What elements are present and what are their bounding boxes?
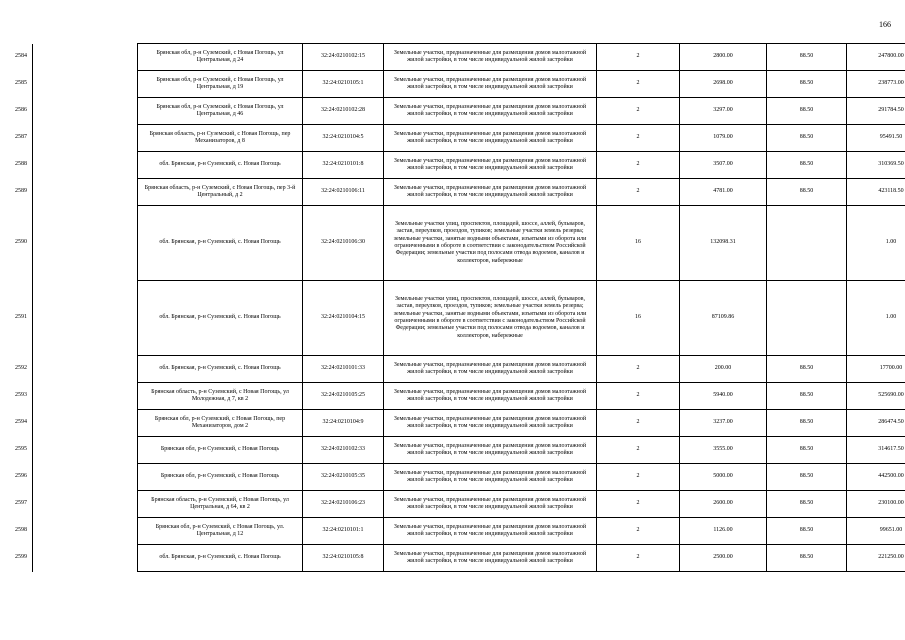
rate-cell: 88.50 — [767, 356, 847, 383]
category-cell: 2 — [597, 179, 680, 206]
spacer-cell — [33, 545, 138, 572]
cadastral-number-cell: 32:24:0210106:11 — [303, 179, 384, 206]
rate-cell: 88.50 — [767, 410, 847, 437]
rate-cell: 88.50 — [767, 152, 847, 179]
value-cell: 230100.00 — [847, 491, 905, 518]
spacer-cell — [33, 383, 138, 410]
cadastral-number-cell: 32:24:0210101:33 — [303, 356, 384, 383]
land-use-cell: Земельные участки, предназначенные для размещения домов малоэтажной жилой застройки, в том числе индивидуальной жилой застройки — [384, 464, 597, 491]
spacer-cell — [33, 410, 138, 437]
rate-cell: 88.50 — [767, 71, 847, 98]
land-use-cell: Земельные участки, предназначенные для размещения домов малоэтажной жилой застройки, в том числе индивидуальной жилой застройки — [384, 71, 597, 98]
spacer-cell — [33, 152, 138, 179]
row-number-text: 2597 — [15, 500, 27, 507]
row-number — [14, 545, 33, 572]
cadastral-number-cell: 32:24:0210106:23 — [303, 491, 384, 518]
cadastral-number-cell: 32:24:0210104:5 — [303, 125, 384, 152]
address-cell: Брянская область, р-н Суземский, с Новая Погощь, ул Центральная, д 64, кв 2 — [138, 491, 303, 518]
address-cell: обл. Брянская, р-н Суземский, с. Новая Погощь — [138, 281, 303, 356]
land-use-cell: Земельные участки улиц, проспектов, площадей, шоссе, аллей, бульваров, застав, переулков, проездов, тупиков; земельные участки земель резерва; земельные участки, занятые водными объектами, изъятыми из оборота или ограниченными в обороте в соответствии с законодательством Российской Федерации; земельные участки под полосами отвода водоемов, каналов и коллекторов, набережные — [384, 206, 597, 281]
address-cell: обл. Брянская, р-н Суземский, с. Новая Погощь — [138, 356, 303, 383]
row-number — [14, 281, 33, 356]
area-cell: 3555.00 — [680, 437, 767, 464]
table-row — [14, 437, 905, 464]
row-number-text: 2595 — [15, 446, 27, 453]
table-row — [14, 179, 905, 206]
row-number — [14, 206, 33, 281]
value-cell: 99651.00 — [847, 518, 905, 545]
table-row — [14, 71, 905, 98]
address-cell: Брянская обл, р-н Суземский, с Новая Погощь, ул Центральная, д 46 — [138, 98, 303, 125]
value-cell: 286474.50 — [847, 410, 905, 437]
page-number: 166 — [879, 20, 891, 29]
cadastral-number-cell: 32:24:0210101:8 — [303, 152, 384, 179]
cadastral-number-cell: 32:24:0210102:15 — [303, 44, 384, 71]
spacer-cell — [33, 464, 138, 491]
rate-cell: 88.50 — [767, 518, 847, 545]
cadastral-number-cell: 32:24:0210104:9 — [303, 410, 384, 437]
row-number — [14, 125, 33, 152]
rate-cell: 88.50 — [767, 464, 847, 491]
area-cell: 5000.00 — [680, 464, 767, 491]
land-use-cell: Земельные участки, предназначенные для размещения домов малоэтажной жилой застройки, в том числе индивидуальной жилой застройки — [384, 356, 597, 383]
table-row — [14, 383, 905, 410]
value-cell: 525690.00 — [847, 383, 905, 410]
value-cell: 1.00 — [847, 281, 905, 356]
area-cell: 2698.00 — [680, 71, 767, 98]
area-cell: 1126.00 — [680, 518, 767, 545]
address-cell: Брянская обл, р-н Суземский, с Новая Погощь, ул. Центральная, д 12 — [138, 518, 303, 545]
row-number-text: 2585 — [15, 80, 27, 87]
spacer-cell — [33, 356, 138, 383]
row-number-text: 2592 — [15, 365, 27, 372]
area-cell: 3507.00 — [680, 152, 767, 179]
value-cell: 314617.50 — [847, 437, 905, 464]
land-use-cell: Земельные участки улиц, проспектов, площадей, шоссе, аллей, бульваров, застав, переулков, проездов, тупиков; земельные участки земель резерва; земельные участки, занятые водными объектами, изъятыми из оборота или ограниченными в обороте в соответствии с законодательством Российской Федерации; земельные участки под полосами отвода водоемов, каналов и коллекторов, набережные — [384, 281, 597, 356]
rate-cell: 88.50 — [767, 545, 847, 572]
cadastral-number-cell: 32:24:0210104:15 — [303, 281, 384, 356]
table-row — [14, 410, 905, 437]
row-number-text: 2589 — [15, 188, 27, 195]
spacer-cell — [33, 44, 138, 71]
area-cell: 200.00 — [680, 356, 767, 383]
row-number — [14, 71, 33, 98]
land-use-cell: Земельные участки, предназначенные для размещения домов малоэтажной жилой застройки, в том числе индивидуальной жилой застройки — [384, 410, 597, 437]
rate-cell: 88.50 — [767, 179, 847, 206]
address-cell: обл. Брянская, р-н Суземский, с. Новая Погощь — [138, 152, 303, 179]
row-number — [14, 44, 33, 71]
rate-cell: 88.50 — [767, 491, 847, 518]
cadastral-number-cell: 32:24:0210106:30 — [303, 206, 384, 281]
cadastral-number-cell: 32:24:0210105:8 — [303, 545, 384, 572]
rate-cell — [767, 206, 847, 281]
address-cell: Брянская область, р-н Суземский, с Новая Погощь, пер Механизаторов, д 8 — [138, 125, 303, 152]
value-cell: 221250.00 — [847, 545, 905, 572]
table-row — [14, 206, 905, 281]
address-cell: Брянская обл, р-н Суземский, с Новая Погощь, ул Центральная, д 19 — [138, 71, 303, 98]
area-cell: 4781.00 — [680, 179, 767, 206]
row-number-text: 2584 — [15, 53, 27, 60]
cadastral-number-cell: 32:24:0210102:33 — [303, 437, 384, 464]
category-cell: 2 — [597, 152, 680, 179]
area-cell: 2500.00 — [680, 545, 767, 572]
value-cell: 310369.50 — [847, 152, 905, 179]
address-cell: Брянская область, р-н Суземский, с Новая Погощь, пер 3-й Центральный, д 2 — [138, 179, 303, 206]
row-number — [14, 383, 33, 410]
area-cell: 5940.00 — [680, 383, 767, 410]
value-cell: 423118.50 — [847, 179, 905, 206]
row-number — [14, 356, 33, 383]
row-number — [14, 98, 33, 125]
land-use-cell: Земельные участки, предназначенные для размещения домов малоэтажной жилой застройки, в том числе индивидуальной жилой застройки — [384, 44, 597, 71]
row-number-text: 2590 — [15, 239, 27, 246]
table-row — [14, 491, 905, 518]
category-cell: 2 — [597, 44, 680, 71]
table-row — [14, 545, 905, 572]
area-cell: 132098.31 — [680, 206, 767, 281]
category-cell: 2 — [597, 518, 680, 545]
spacer-cell — [33, 125, 138, 152]
spacer-cell — [33, 206, 138, 281]
land-use-cell: Земельные участки, предназначенные для размещения домов малоэтажной жилой застройки, в том числе индивидуальной жилой застройки — [384, 491, 597, 518]
value-cell: 442500.00 — [847, 464, 905, 491]
row-number-text: 2594 — [15, 419, 27, 426]
category-cell: 2 — [597, 71, 680, 98]
land-use-cell: Земельные участки, предназначенные для размещения домов малоэтажной жилой застройки, в том числе индивидуальной жилой застройки — [384, 545, 597, 572]
area-cell: 1079.00 — [680, 125, 767, 152]
category-cell: 2 — [597, 356, 680, 383]
category-cell: 2 — [597, 464, 680, 491]
cadastral-number-cell: 32:24:0210105:35 — [303, 464, 384, 491]
category-cell: 2 — [597, 410, 680, 437]
value-cell: 291784.50 — [847, 98, 905, 125]
table-row — [14, 518, 905, 545]
row-number-text: 2598 — [15, 527, 27, 534]
address-cell: Брянская область, р-н Суземский, с Новая Погощь, ул Молодежная, д 7, кв 2 — [138, 383, 303, 410]
land-use-cell: Земельные участки, предназначенные для размещения домов малоэтажной жилой застройки, в том числе индивидуальной жилой застройки — [384, 518, 597, 545]
row-number-text: 2586 — [15, 107, 27, 114]
land-use-cell: Земельные участки, предназначенные для размещения домов малоэтажной жилой застройки, в том числе индивидуальной жилой застройки — [384, 125, 597, 152]
row-number — [14, 410, 33, 437]
category-cell: 16 — [597, 281, 680, 356]
area-cell: 87109.86 — [680, 281, 767, 356]
category-cell: 2 — [597, 437, 680, 464]
rate-cell: 88.50 — [767, 125, 847, 152]
table-row — [14, 44, 905, 71]
spacer-cell — [33, 179, 138, 206]
spacer-cell — [33, 518, 138, 545]
row-number — [14, 491, 33, 518]
table-row — [14, 464, 905, 491]
rate-cell: 88.50 — [767, 44, 847, 71]
area-cell: 2800.00 — [680, 44, 767, 71]
table-row — [14, 356, 905, 383]
address-cell: обл. Брянская, р-н Суземский, с. Новая Погощь — [138, 545, 303, 572]
table-row — [14, 98, 905, 125]
cadastral-number-cell: 32:24:0210105:25 — [303, 383, 384, 410]
category-cell: 2 — [597, 545, 680, 572]
row-number — [14, 437, 33, 464]
address-cell: Брянская обл, р-н Суземский, с Новая Погощь, пер Механизаторов, дом 2 — [138, 410, 303, 437]
category-cell: 16 — [597, 206, 680, 281]
row-number-text: 2591 — [15, 314, 27, 321]
row-number — [14, 464, 33, 491]
table-body — [14, 44, 905, 572]
category-cell: 2 — [597, 491, 680, 518]
table-row — [14, 152, 905, 179]
address-cell: обл. Брянская, р-н Суземский, с. Новая Погощь — [138, 206, 303, 281]
land-use-cell: Земельные участки, предназначенные для размещения домов малоэтажной жилой застройки, в том числе индивидуальной жилой застройки — [384, 179, 597, 206]
rate-cell: 88.50 — [767, 383, 847, 410]
row-number-text: 2593 — [15, 392, 27, 399]
land-use-cell: Земельные участки, предназначенные для размещения домов малоэтажной жилой застройки, в том числе индивидуальной жилой застройки — [384, 383, 597, 410]
row-number — [14, 179, 33, 206]
row-number — [14, 152, 33, 179]
rate-cell — [767, 281, 847, 356]
row-number-text: 2599 — [15, 554, 27, 561]
row-number-text: 2596 — [15, 473, 27, 480]
table-row — [14, 125, 905, 152]
address-cell: Брянская обл, р-н Суземский, с Новая Погощь — [138, 464, 303, 491]
value-cell: 1.00 — [847, 206, 905, 281]
category-cell: 2 — [597, 125, 680, 152]
address-cell: Брянская обл, р-н Суземский, с Новая Погощь, ул Центральная, д 24 — [138, 44, 303, 71]
spacer-cell — [33, 71, 138, 98]
area-cell: 2600.00 — [680, 491, 767, 518]
address-cell: Брянская обл, р-н Суземский, с Новая Погощь — [138, 437, 303, 464]
land-use-cell: Земельные участки, предназначенные для размещения домов малоэтажной жилой застройки, в том числе индивидуальной жилой застройки — [384, 152, 597, 179]
rate-cell: 88.50 — [767, 98, 847, 125]
cadastral-number-cell: 32:24:0210101:1 — [303, 518, 384, 545]
spacer-cell — [33, 281, 138, 356]
cadastral-number-cell: 32:24:0210105:1 — [303, 71, 384, 98]
spacer-cell — [33, 98, 138, 125]
row-number-text: 2587 — [15, 134, 27, 141]
value-cell: 17700.00 — [847, 356, 905, 383]
category-cell: 2 — [597, 383, 680, 410]
land-use-cell: Земельные участки, предназначенные для размещения домов малоэтажной жилой застройки, в том числе индивидуальной жилой застройки — [384, 98, 597, 125]
table-row — [14, 281, 905, 356]
spacer-cell — [33, 437, 138, 464]
area-cell: 3237.00 — [680, 410, 767, 437]
land-use-cell: Земельные участки, предназначенные для размещения домов малоэтажной жилой застройки, в том числе индивидуальной жилой застройки — [384, 437, 597, 464]
area-cell: 3297.00 — [680, 98, 767, 125]
spacer-cell — [33, 491, 138, 518]
row-number-text: 2588 — [15, 161, 27, 168]
land-registry-table — [14, 43, 905, 572]
value-cell: 247800.00 — [847, 44, 905, 71]
category-cell: 2 — [597, 98, 680, 125]
cadastral-number-cell: 32:24:0210102:28 — [303, 98, 384, 125]
row-number — [14, 518, 33, 545]
rate-cell: 88.50 — [767, 437, 847, 464]
value-cell: 95491.50 — [847, 125, 905, 152]
value-cell: 238773.00 — [847, 71, 905, 98]
